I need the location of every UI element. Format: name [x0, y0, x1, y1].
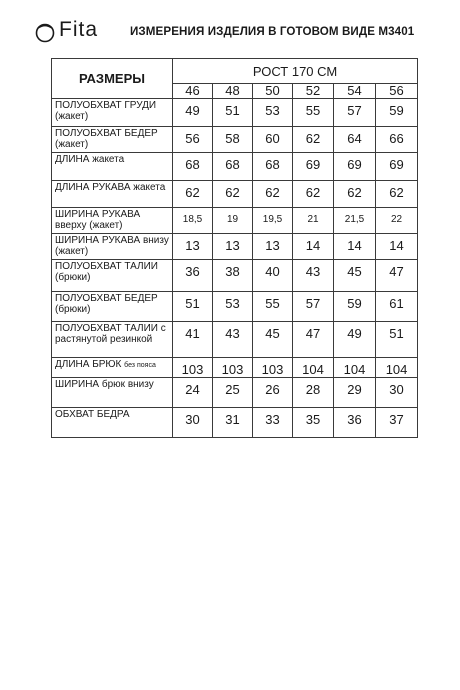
- measurement-value: 62: [376, 181, 418, 208]
- measurement-value: 62: [173, 181, 213, 208]
- measurement-value: 56: [173, 127, 213, 153]
- measurement-value: 13: [213, 234, 253, 260]
- parameter-label: [52, 234, 173, 260]
- measurement-value: 29: [334, 378, 376, 408]
- measurement-value: 49: [334, 322, 376, 358]
- table-row: [52, 322, 418, 358]
- parameter-name: ДЛИНА жакета: [55, 154, 125, 165]
- measurement-value: 55: [253, 292, 293, 322]
- size-table: [51, 58, 418, 438]
- fita-logo-icon: [34, 21, 56, 43]
- measurement-value: 45: [253, 322, 293, 358]
- size-header-cell: 48: [213, 84, 253, 99]
- measurement-value: 35: [293, 408, 334, 438]
- measurement-value: 14: [334, 234, 376, 260]
- parameter-name: ШИРИНА РУКАВА внизу (жакет): [55, 235, 169, 257]
- measurement-value: 104: [334, 358, 376, 378]
- measurement-value: 30: [376, 378, 418, 408]
- measurement-value: 69: [334, 153, 376, 181]
- table-row: [52, 260, 418, 292]
- measurement-value: 51: [173, 292, 213, 322]
- parameter-label: [52, 378, 173, 408]
- measurement-value: 59: [376, 99, 418, 127]
- measurement-value: 36: [173, 260, 213, 292]
- parameter-label: [52, 408, 173, 438]
- table-row: [52, 153, 418, 181]
- measurement-value: 59: [334, 292, 376, 322]
- measurement-value: 36: [334, 408, 376, 438]
- measurement-value: 28: [293, 378, 334, 408]
- size-header-cell: 50: [253, 84, 293, 99]
- measurement-value: 69: [293, 153, 334, 181]
- size-header-cell: 52: [293, 84, 334, 99]
- table-row: [52, 378, 418, 408]
- measurement-value: 33: [253, 408, 293, 438]
- measurement-value: 103: [173, 358, 213, 378]
- parameter-name: ПОЛУОБХВАТ ГРУДИ (жакет): [55, 100, 157, 122]
- size-header-cell: 56: [376, 84, 418, 99]
- table-row: [52, 99, 418, 127]
- table-row: [52, 358, 418, 378]
- parameter-label: [52, 181, 173, 208]
- measurement-value: 13: [173, 234, 213, 260]
- measurement-value: 68: [213, 153, 253, 181]
- measurement-value: 58: [213, 127, 253, 153]
- parameter-label: [52, 322, 173, 358]
- measurement-value: 62: [293, 127, 334, 153]
- table-row: [52, 208, 418, 234]
- measurement-value: 26: [253, 378, 293, 408]
- measurement-value: 40: [253, 260, 293, 292]
- size-header-cell: 46: [173, 84, 213, 99]
- sizes-header: РАЗМЕРЫ: [52, 59, 173, 99]
- measurement-value: 103: [253, 358, 293, 378]
- measurement-value: 68: [253, 153, 293, 181]
- measurement-value: 69: [376, 153, 418, 181]
- measurement-value: 43: [293, 260, 334, 292]
- parameter-note: без пояса: [124, 362, 156, 369]
- table-row: [52, 408, 418, 438]
- measurement-value: 62: [293, 181, 334, 208]
- measurement-value: 61: [376, 292, 418, 322]
- measurement-value: 41: [173, 322, 213, 358]
- parameter-name: ШИРИНА брюк внизу: [55, 379, 154, 390]
- measurement-value: 66: [376, 127, 418, 153]
- measurement-value: 13: [253, 234, 293, 260]
- measurement-value: 22: [376, 208, 418, 234]
- measurement-value: 60: [253, 127, 293, 153]
- measurement-value: 31: [213, 408, 253, 438]
- measurement-value: 104: [376, 358, 418, 378]
- parameter-label: [52, 99, 173, 127]
- measurement-value: 53: [253, 99, 293, 127]
- parameter-name: ДЛИНА БРЮК: [55, 359, 122, 370]
- measurement-value: 38: [213, 260, 253, 292]
- measurement-value: 49: [173, 99, 213, 127]
- measurement-value: 21: [293, 208, 334, 234]
- measurement-value: 62: [334, 181, 376, 208]
- measurement-value: 62: [253, 181, 293, 208]
- measurement-value: 14: [293, 234, 334, 260]
- parameter-name: ПОЛУОБХВАТ БЕДЕР (жакет): [55, 128, 158, 150]
- measurement-value: 37: [376, 408, 418, 438]
- measurement-value: 68: [173, 153, 213, 181]
- brand-name: Fita: [59, 18, 99, 41]
- measurement-value: 19,5: [253, 208, 293, 234]
- parameter-name: ПОЛУОБХВАТ ТАЛИИ (брюки): [55, 261, 158, 283]
- parameter-name: ОБХВАТ БЕДРА: [55, 409, 130, 420]
- measurement-value: 14: [376, 234, 418, 260]
- measurement-value: 45: [334, 260, 376, 292]
- page-header: [34, 18, 434, 46]
- measurement-value: 57: [293, 292, 334, 322]
- measurement-value: 30: [173, 408, 213, 438]
- measurement-value: 18,5: [173, 208, 213, 234]
- measurement-value: 103: [213, 358, 253, 378]
- measurement-value: 51: [213, 99, 253, 127]
- parameter-name: ШИРИНА РУКАВА вверху (жакет): [55, 209, 141, 231]
- table-row: [52, 127, 418, 153]
- size-header-cell: 54: [334, 84, 376, 99]
- measurement-value: 64: [334, 127, 376, 153]
- parameter-label: [52, 292, 173, 322]
- measurement-value: 53: [213, 292, 253, 322]
- measurement-value: 43: [213, 322, 253, 358]
- measurement-value: 19: [213, 208, 253, 234]
- parameter-name: ПОЛУОБХВАТ БЕДЕР (брюки): [55, 293, 158, 315]
- measurement-value: 47: [293, 322, 334, 358]
- measurement-value: 24: [173, 378, 213, 408]
- measurement-value: 57: [334, 99, 376, 127]
- measurement-value: 51: [376, 322, 418, 358]
- measurement-value: 25: [213, 378, 253, 408]
- parameter-label: [52, 127, 173, 153]
- document-title: ИЗМЕРЕНИЯ ИЗДЕЛИЯ В ГОТОВОМ ВИДЕ М3401: [130, 25, 415, 38]
- measurement-value: 62: [213, 181, 253, 208]
- measurement-value: 47: [376, 260, 418, 292]
- parameter-label: [52, 153, 173, 181]
- table-row: [52, 181, 418, 208]
- measurement-value: 55: [293, 99, 334, 127]
- measurement-value: 104: [293, 358, 334, 378]
- parameter-label: [52, 358, 173, 378]
- height-group-header: РОСТ 170 СМ: [173, 59, 418, 84]
- parameter-label: [52, 260, 173, 292]
- table-row: [52, 234, 418, 260]
- parameter-label: [52, 208, 173, 234]
- table-row: [52, 292, 418, 322]
- parameter-name: ПОЛУОБХВАТ ТАЛИИ с растянутой резинкой: [55, 323, 166, 345]
- parameter-name: ДЛИНА РУКАВА жакета: [55, 182, 166, 193]
- measurement-value: 21,5: [334, 208, 376, 234]
- table-body: [52, 99, 418, 438]
